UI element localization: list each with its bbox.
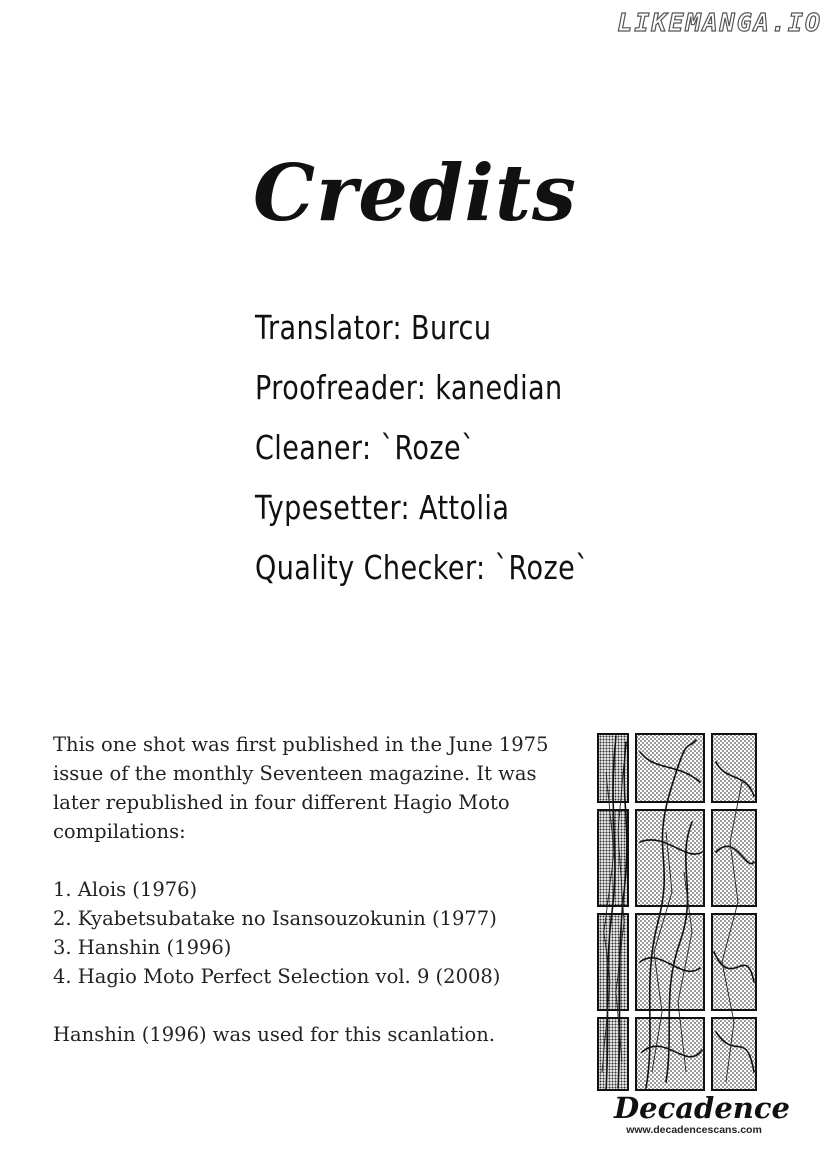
publication-item: 3. Hanshin (1996) xyxy=(53,936,232,959)
page-title: Credits xyxy=(253,148,577,239)
publication-item: 2. Kyabetsubatake no Isansouzokunin (1977) xyxy=(53,907,497,930)
intro-line: later republished in four different Hagio Moto xyxy=(53,791,510,814)
credit-typesetter: Typesetter: Attolia xyxy=(255,488,510,527)
decadence-logo xyxy=(614,1090,790,1136)
publication-info xyxy=(53,730,553,1049)
watermark: LIKEMANGA.IO xyxy=(617,8,822,37)
logo-url: www.decadencescans.com xyxy=(626,1124,762,1136)
spacer xyxy=(53,846,553,875)
window-illustration xyxy=(596,732,758,1092)
credit-proofreader: Proofreader: kanedian xyxy=(255,368,563,407)
intro-line: issue of the monthly Seventeen magazine. It was xyxy=(53,762,537,785)
scan-source-note: Hanshin (1996) was used for this scanlation. xyxy=(53,1023,495,1046)
intro-line: This one shot was first published in the June 1975 xyxy=(53,733,549,756)
credit-quality-checker: Quality Checker: `Roze` xyxy=(255,548,590,587)
credits-list xyxy=(255,300,662,600)
credit-cleaner: Cleaner: `Roze` xyxy=(255,428,476,467)
spacer xyxy=(53,991,553,1020)
publication-item: 4. Hagio Moto Perfect Selection vol. 9 (2008) xyxy=(53,965,501,988)
publication-item: 1. Alois (1976) xyxy=(53,878,198,901)
logo-name: Decadence xyxy=(614,1091,790,1125)
credit-translator: Translator: Burcu xyxy=(255,308,492,347)
publication-list xyxy=(53,875,553,991)
intro-line: compilations: xyxy=(53,820,186,843)
